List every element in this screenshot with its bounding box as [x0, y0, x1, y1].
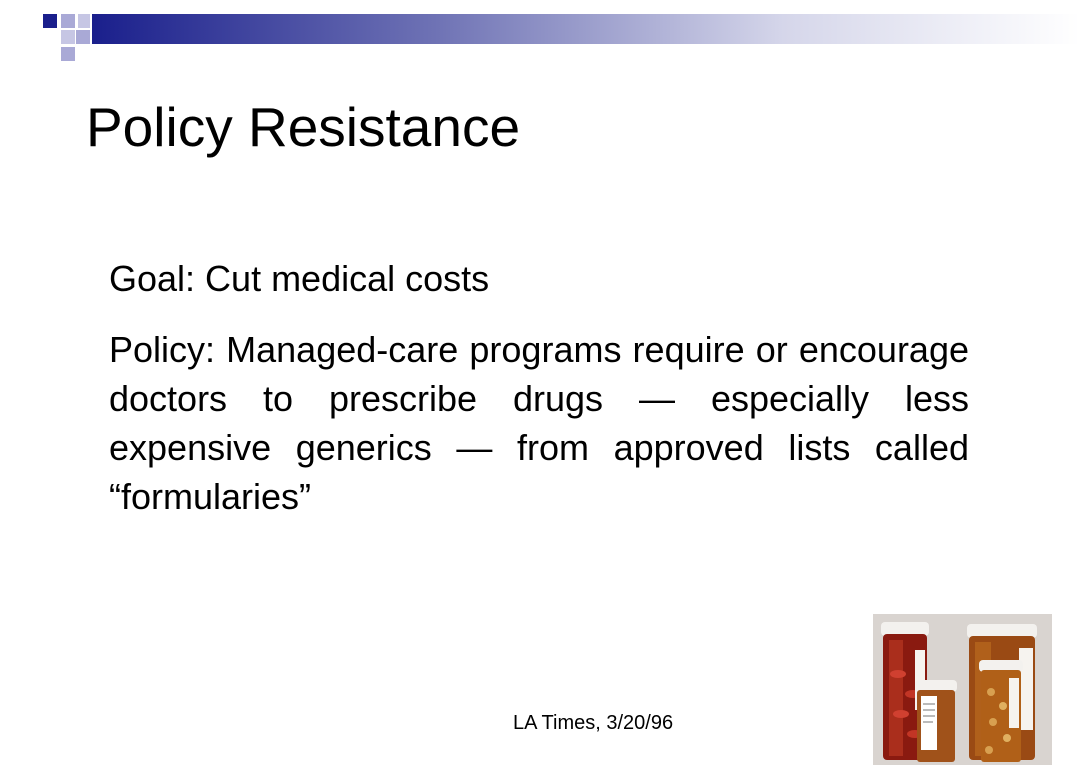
header-gradient-band — [92, 14, 1080, 44]
deco-square-dark — [43, 14, 57, 28]
pill-bottles-photo — [873, 614, 1052, 765]
header-decoration — [0, 0, 1080, 70]
slide-body — [109, 257, 969, 521]
deco-square-light — [76, 30, 90, 44]
slide-title: Policy Resistance — [86, 96, 521, 158]
citation-text: LA Times, 3/20/96 — [513, 712, 674, 734]
deco-square-light — [61, 14, 75, 28]
deco-square-light — [61, 47, 75, 61]
policy-text: Policy: Managed-care programs require or encourage doctors to prescribe drugs — especially less expensive generics — from approved lists called “formularies” — [109, 329, 969, 517]
deco-square-light — [61, 30, 75, 44]
goal-text: Goal: Cut medical costs — [109, 258, 490, 299]
deco-square-light — [78, 14, 90, 28]
